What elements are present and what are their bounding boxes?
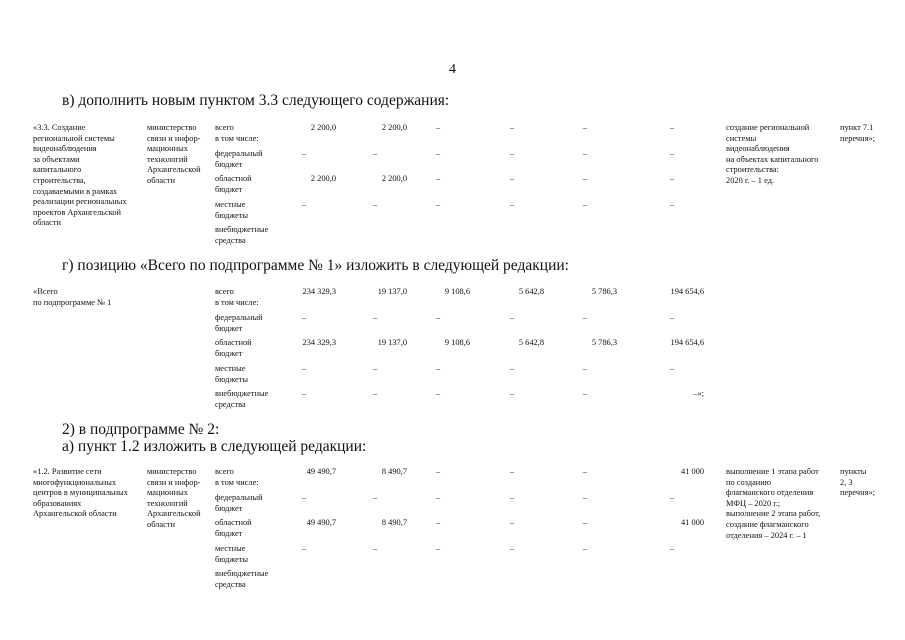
- block2-row-2-y5: 194 654,6: [670, 338, 704, 347]
- block2-row-1-y3: –: [509, 313, 515, 322]
- block3-source-2: областной бюджет: [215, 518, 252, 538]
- block3-row-3-total: –: [301, 544, 307, 553]
- block2-name: «Всего по подпрограмме № 1: [33, 287, 112, 307]
- block1-row-3-y2: –: [435, 200, 441, 209]
- block3-source-0: всего в том числе:: [215, 467, 259, 487]
- block3-row-0-y4: –: [582, 467, 588, 476]
- block3-row-1-y1: –: [372, 493, 378, 502]
- block3-row-2-y4: –: [582, 518, 588, 527]
- block3-row-0-y2: –: [435, 467, 441, 476]
- block3-row-2-total: 49 490,7: [306, 518, 336, 527]
- block3-row-1-y5: –: [669, 493, 675, 502]
- block2-row-2-y2: 9 108,6: [444, 338, 470, 347]
- block3-reference: пункты 2, 3 перечня»;: [840, 467, 875, 498]
- block3-source-3: местные бюджеты: [215, 544, 249, 564]
- block1-row-0-total: 2 200,0: [310, 123, 336, 132]
- block2-row-3-y5: –: [669, 364, 675, 373]
- block2-source-2: областной бюджет: [215, 338, 252, 358]
- block2-source-4: внебюджетные средства: [215, 389, 269, 409]
- block1-row-1-y5: –: [669, 149, 675, 158]
- page-number: 4: [449, 62, 456, 77]
- block2-row-3-y2: –: [435, 364, 441, 373]
- block3-name: «1.2. Развитие сети многофункциональных центров в муниципальных образованиях Архангельской области: [33, 467, 128, 519]
- block1-source-0: всего в том числе:: [215, 123, 259, 143]
- block2-row-3-y4: –: [582, 364, 588, 373]
- block1-row-0-y3: –: [509, 123, 515, 132]
- block2-row-4-total: –: [301, 389, 307, 398]
- block3-row-1-y2: –: [435, 493, 441, 502]
- block3-result: выполнение 1 этапа работ по созданию флагманского отделения МФЦ – 2020 г.; выполнение 2 этапа работ, создание флагманского отделения – 2024 г. – 1: [726, 467, 821, 540]
- block1-row-2-y2: –: [435, 174, 441, 183]
- block3-row-3-y3: –: [509, 544, 515, 553]
- block1-row-2-y5: –: [669, 174, 675, 183]
- block1-row-2-y4: –: [582, 174, 588, 183]
- heading-subprogram-2: 2) в подпрограмме № 2:: [62, 421, 220, 438]
- block1-row-0-y5: –: [669, 123, 675, 132]
- block1-result: создание региональной системы видеонаблюдения на объектах капитального строительства: 2020 г. – 1 ед.: [726, 123, 819, 185]
- block1-executor: министерство связи и инфор- мационных технологий Архангельской области: [147, 123, 201, 185]
- block2-row-4-y5: –»;: [693, 389, 704, 398]
- block1-source-3: местные бюджеты: [215, 200, 249, 220]
- block2-row-1-y4: –: [582, 313, 588, 322]
- block3-row-3-y5: –: [669, 544, 675, 553]
- block1-reference: пункт 7.1 перечня»;: [840, 123, 875, 143]
- block2-row-1-y2: –: [435, 313, 441, 322]
- block3-row-0-total: 49 490,7: [306, 467, 336, 476]
- block3-row-1-total: –: [301, 493, 307, 502]
- block2-row-2-y4: 5 786,3: [591, 338, 617, 347]
- block2-row-0-y1: 19 137,0: [377, 287, 407, 296]
- block1-row-2-total: 2 200,0: [310, 174, 336, 183]
- block1-row-0-y2: –: [435, 123, 441, 132]
- block1-row-0-y1: 2 200,0: [381, 123, 407, 132]
- block2-source-0: всего в том числе:: [215, 287, 259, 307]
- block2-row-3-total: –: [301, 364, 307, 373]
- block2-row-0-total: 234 329,3: [302, 287, 336, 296]
- block1-row-3-y3: –: [509, 200, 515, 209]
- block3-row-0-y5: 41 000: [680, 467, 704, 476]
- block1-row-1-total: –: [301, 149, 307, 158]
- block3-row-0-y1: 8 490,7: [381, 467, 407, 476]
- block1-row-3-y1: –: [372, 200, 378, 209]
- block2-row-0-y4: 5 786,3: [591, 287, 617, 296]
- block3-row-3-y1: –: [372, 544, 378, 553]
- block3-row-2-y1: 8 490,7: [381, 518, 407, 527]
- block2-row-1-y1: –: [372, 313, 378, 322]
- block1-source-4: внебюджетные средства: [215, 225, 269, 245]
- block1-source-1: федеральный бюджет: [215, 149, 263, 169]
- block3-row-2-y5: 41 000: [680, 518, 704, 527]
- block2-row-2-y3: 5 642,8: [518, 338, 544, 347]
- block3-row-0-y3: –: [509, 467, 515, 476]
- block3-source-1: федеральный бюджет: [215, 493, 263, 513]
- block1-row-3-y4: –: [582, 200, 588, 209]
- block2-row-4-y1: –: [372, 389, 378, 398]
- block3-row-3-y2: –: [435, 544, 441, 553]
- block3-row-2-y2: –: [435, 518, 441, 527]
- heading-add-item-3-3: в) дополнить новым пунктом 3.3 следующего содержания:: [62, 92, 450, 109]
- block1-row-3-total: –: [301, 200, 307, 209]
- block2-source-3: местные бюджеты: [215, 364, 249, 384]
- block1-row-0-y4: –: [582, 123, 588, 132]
- block1-row-2-y1: 2 200,0: [381, 174, 407, 183]
- block1-source-2: областной бюджет: [215, 174, 252, 194]
- block1-row-1-y4: –: [582, 149, 588, 158]
- block2-source-1: федеральный бюджет: [215, 313, 263, 333]
- heading-item-1-2: а) пункт 1.2 изложить в следующей редакции:: [62, 438, 367, 455]
- block3-row-3-y4: –: [582, 544, 588, 553]
- block1-name: «3.3. Создание региональной системы видеонаблюдения за объектами капитального строительства, создаваемыми в рамках реализации региональных проектов Архангельской области: [33, 123, 127, 228]
- block1-row-1-y2: –: [435, 149, 441, 158]
- block2-row-0-y2: 9 108,6: [444, 287, 470, 296]
- block1-row-3-y5: –: [669, 200, 675, 209]
- block1-row-1-y3: –: [509, 149, 515, 158]
- block2-row-3-y1: –: [372, 364, 378, 373]
- block2-row-4-y2: –: [435, 389, 441, 398]
- block3-executor: министерство связи и инфор- мационных технологий Архангельской области: [147, 467, 201, 529]
- block2-row-1-y5: –: [669, 313, 675, 322]
- block2-row-4-y4: –: [582, 389, 588, 398]
- heading-total-subprogram-1: г) позицию «Всего по подпрограмме № 1» изложить в следующей редакции:: [62, 257, 569, 274]
- block2-row-2-y1: 19 137,0: [377, 338, 407, 347]
- block3-row-1-y3: –: [509, 493, 515, 502]
- block2-row-2-total: 234 329,3: [302, 338, 336, 347]
- block2-row-0-y3: 5 642,8: [518, 287, 544, 296]
- block2-row-1-total: –: [301, 313, 307, 322]
- block3-row-1-y4: –: [582, 493, 588, 502]
- block2-row-4-y3: –: [509, 389, 515, 398]
- block1-row-1-y1: –: [372, 149, 378, 158]
- block3-source-4: внебюджетные средства: [215, 569, 269, 589]
- block2-row-3-y3: –: [509, 364, 515, 373]
- block2-row-0-y5: 194 654,6: [670, 287, 704, 296]
- block1-row-2-y3: –: [509, 174, 515, 183]
- block3-row-2-y3: –: [509, 518, 515, 527]
